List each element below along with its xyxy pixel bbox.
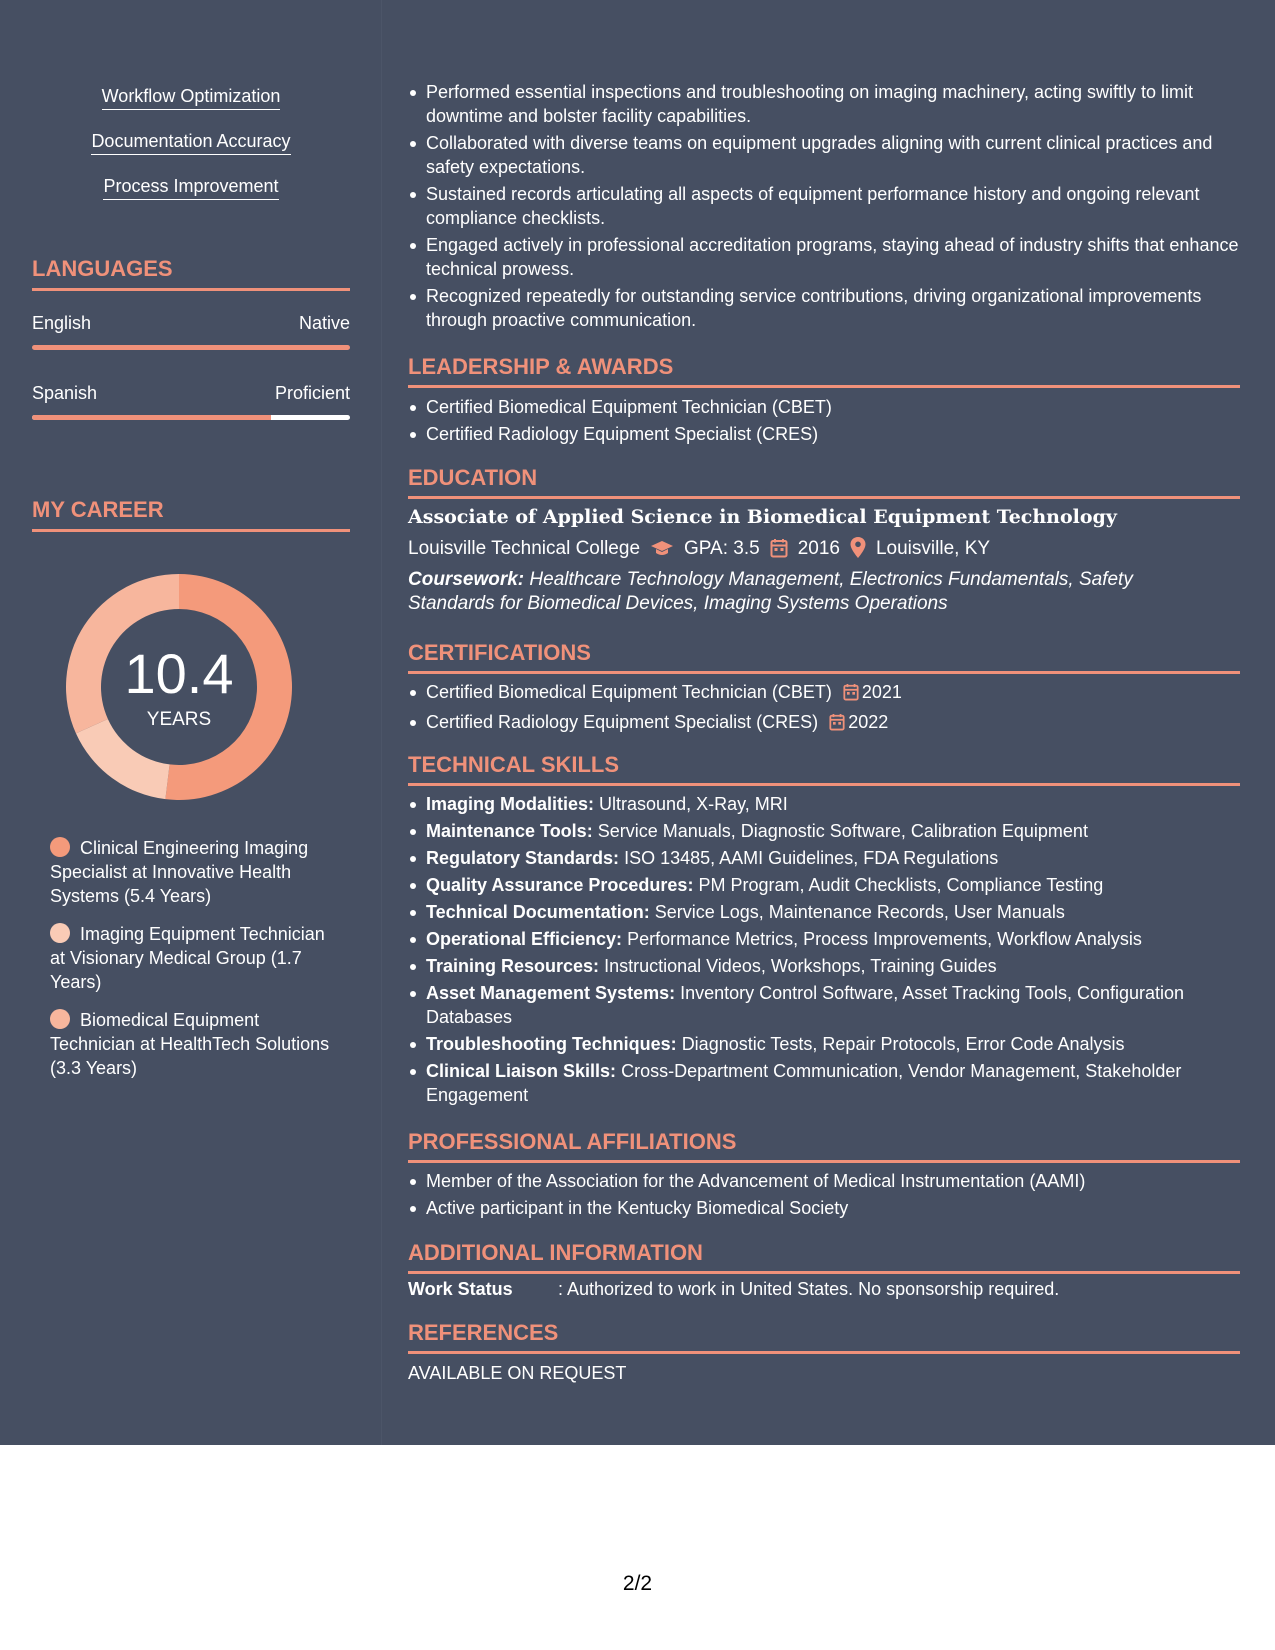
skill-label: Documentation Accuracy: [91, 131, 290, 155]
coursework: [408, 568, 1198, 616]
technical-skill-item: [408, 1059, 1240, 1107]
language-name: Spanish: [32, 383, 98, 403]
skill-category: Troubleshooting Techniques:: [426, 1034, 677, 1054]
languages-heading: LANGUAGES: [32, 256, 350, 291]
career-donut-segment: [76, 719, 170, 799]
leadership-list: [408, 395, 1240, 449]
degree-title: Associate of Applied Science in Biomedical Equipment Technology: [408, 506, 1117, 528]
language-level: Proficient: [274, 383, 350, 403]
legend-dot: [50, 837, 70, 857]
certification-year: 2022: [848, 712, 889, 732]
language-proficiency-fill: [32, 345, 350, 350]
page-number: 2/2: [622, 1572, 653, 1595]
skill-values: Inventory Control Software, Asset Tracking Tools, Configuration Databases: [426, 983, 1185, 1027]
certifications-heading: CERTIFICATIONS: [408, 640, 1240, 674]
technical-skill-item: [408, 927, 1240, 951]
technical-skill-item: [408, 873, 1240, 897]
language-proficiency-bar: [32, 345, 350, 350]
technical-skill-item: [408, 792, 1240, 816]
experience-bullet: Recognized repeatedly for outstanding service contributions, driving organizational improvements through proactive communication.: [408, 284, 1240, 332]
skill-category: Technical Documentation:: [426, 902, 650, 922]
career-item-text: Imaging Equipment Technician at Visionary Medical Group (1.7 Years): [50, 924, 325, 992]
skill-category: Imaging Modalities:: [426, 794, 595, 814]
gpa: GPA: 3.5: [684, 538, 760, 559]
technical-skill-item: [408, 954, 1240, 978]
skill-category: Asset Management Systems:: [426, 983, 676, 1003]
skill-category: Training Resources:: [426, 956, 600, 976]
legend-dot: [50, 923, 70, 943]
career-item: [50, 836, 340, 908]
legend-dot: [50, 1009, 70, 1029]
skill-label: Process Improvement: [103, 176, 278, 200]
skill-values: Diagnostic Tests, Repair Protocols, Error Code Analysis: [681, 1034, 1125, 1054]
calendar-icon: [829, 713, 845, 737]
coursework-list: Healthcare Technology Management, Electronics Fundamentals, Safety Standards for Biomedical Devices, Imaging Systems Operations: [408, 569, 1133, 614]
certification-item: [408, 710, 1240, 737]
technical-skill-item: [408, 900, 1240, 924]
education-details: [408, 537, 990, 564]
career-years-unit: YEARS: [146, 709, 212, 730]
affiliation-item: Active participant in the Kentucky Biomedical Society: [408, 1196, 1240, 1220]
sidebar: [0, 0, 382, 1445]
work-status-value: : Authorized to work in United States. No sponsorship required.: [558, 1279, 1060, 1299]
certification-year: 2021: [861, 682, 902, 702]
school-location: Louisville, KY: [875, 538, 991, 559]
certification-name: Certified Biomedical Equipment Technician (CBET): [426, 682, 832, 702]
calendar-icon: [843, 683, 859, 707]
coursework-label: Coursework:: [408, 569, 525, 590]
education-heading: EDUCATION: [408, 465, 1240, 499]
technical-skill-item: [408, 846, 1240, 870]
career-item: [50, 1008, 340, 1080]
work-status-label: Work Status: [408, 1279, 513, 1299]
certification-item: [408, 680, 1240, 707]
leadership-item: Certified Radiology Equipment Specialist (CRES): [408, 422, 1240, 446]
skill-values: PM Program, Audit Checklists, Compliance Testing: [698, 875, 1104, 895]
affiliations-list: [408, 1169, 1240, 1223]
skill-tag[interactable]: [32, 131, 350, 155]
graduation-year: 2016: [797, 538, 840, 559]
skill-category: Maintenance Tools:: [426, 821, 593, 841]
skill-values: Service Logs, Maintenance Records, User Manuals: [654, 902, 1065, 922]
references-heading: REFERENCES: [408, 1320, 1240, 1354]
calendar-icon: [770, 538, 788, 564]
skill-values: Cross-Department Communication, Vendor Management, Stakeholder Engagement: [426, 1061, 1182, 1105]
skill-category: Quality Assurance Procedures:: [426, 875, 694, 895]
skill-values: Performance Metrics, Process Improvements, Workflow Analysis: [627, 929, 1142, 949]
skill-tag[interactable]: [32, 86, 350, 110]
skill-values: ISO 13485, AAMI Guidelines, FDA Regulations: [624, 848, 999, 868]
leadership-item: Certified Biomedical Equipment Technician (CBET): [408, 395, 1240, 419]
graduation-cap-icon: [650, 540, 674, 564]
experience-bullet: Collaborated with diverse teams on equipment upgrades aligning with current clinical practices and safety expectations.: [408, 131, 1240, 179]
location-pin-icon: [850, 537, 866, 564]
skill-category: Regulatory Standards:: [426, 848, 620, 868]
language-proficiency-bar: [32, 415, 350, 420]
career-total-years: 10.4: [124, 642, 234, 705]
career-heading: MY CAREER: [32, 497, 350, 532]
skill-category: Operational Efficiency:: [426, 929, 623, 949]
experience-bullet-list: [408, 80, 1240, 335]
career-item-text: Biomedical Equipment Technician at HealthTech Solutions (3.3 Years): [50, 1010, 330, 1078]
technical-skills-heading: TECHNICAL SKILLS: [408, 752, 1240, 786]
experience-bullet: Sustained records articulating all aspects of equipment performance history and ongoing relevant compliance checklists.: [408, 182, 1240, 230]
affiliations-heading: PROFESSIONAL AFFILIATIONS: [408, 1129, 1240, 1163]
leadership-heading: LEADERSHIP & AWARDS: [408, 354, 1240, 388]
technical-skill-item: [408, 819, 1240, 843]
technical-skill-item: [408, 1032, 1240, 1056]
skill-values: Ultrasound, X-Ray, MRI: [599, 794, 788, 814]
experience-bullet: Performed essential inspections and troubleshooting on imaging machinery, acting swiftly to limit downtime and bolster facility capabilities.: [408, 80, 1240, 128]
career-item: [50, 922, 340, 994]
language-name: English: [32, 313, 92, 333]
school-name: Louisville Technical College: [408, 538, 641, 559]
certifications-list: [408, 680, 1240, 740]
skill-category: Clinical Liaison Skills:: [426, 1061, 617, 1081]
additional-info-heading: ADDITIONAL INFORMATION: [408, 1240, 1240, 1274]
skill-tag[interactable]: [32, 176, 350, 200]
experience-bullet: Engaged actively in professional accreditation programs, staying ahead of industry shifts that enhance technical prowess.: [408, 233, 1240, 281]
language-proficiency-fill: [32, 415, 271, 420]
technical-skills-list: [408, 792, 1240, 1110]
certification-name: Certified Radiology Equipment Specialist (CRES): [426, 712, 819, 732]
career-item-text: Clinical Engineering Imaging Specialist at Innovative Health Systems (5.4 Years): [50, 838, 309, 906]
affiliation-item: Member of the Association for the Advancement of Medical Instrumentation (AAMI): [408, 1169, 1240, 1193]
references-text: AVAILABLE ON REQUEST: [408, 1363, 627, 1383]
skill-values: Instructional Videos, Workshops, Training Guides: [604, 956, 997, 976]
language-level: Native: [298, 313, 350, 333]
skill-values: Service Manuals, Diagnostic Software, Calibration Equipment: [597, 821, 1088, 841]
skill-label: Workflow Optimization: [102, 86, 281, 110]
technical-skill-item: [408, 981, 1240, 1029]
